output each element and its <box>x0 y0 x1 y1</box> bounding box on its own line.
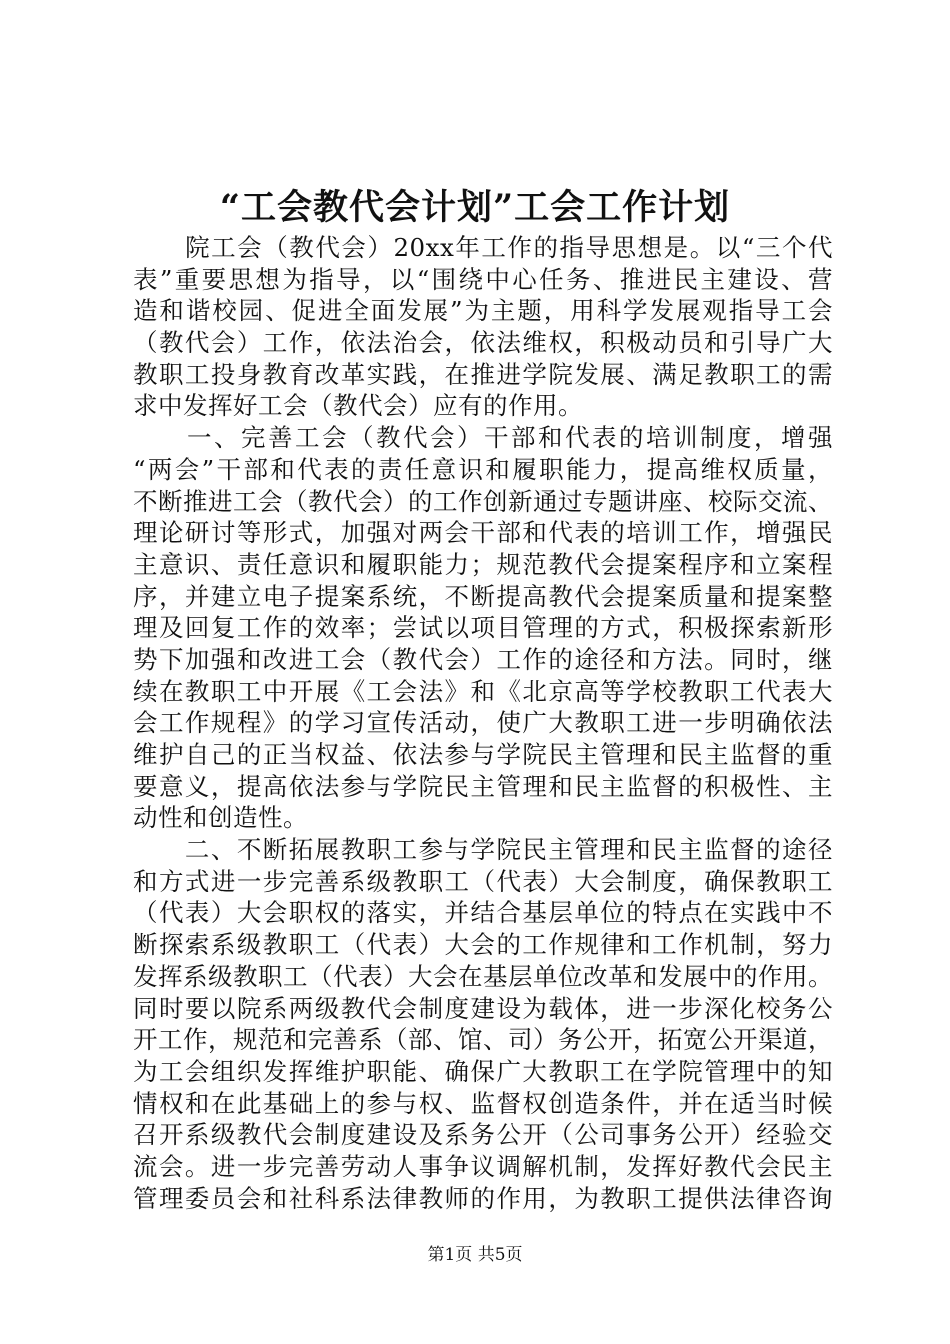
text-line: 召开系级教代会制度建设及系务公开（公司事务公开）经验交 <box>133 1120 833 1150</box>
text-line: 要意义，提高依法参与学院民主管理和民主监督的积极性、主 <box>133 771 833 801</box>
text-line: 求中发挥好工会（教代会）应有的作用。 <box>133 391 583 421</box>
text-line: 造和谐校园、促进全面发展”为主题，用科学发展观指导工会 <box>133 296 833 326</box>
text-line: 开工作，规范和完善系（部、馆、司）务公开，拓宽公开渠道， <box>133 1025 833 1055</box>
text-line: 主意识、责任意识和履职能力；规范教代会提案程序和立案程 <box>133 549 833 579</box>
page-footer: 第1页 共5页 <box>427 1245 523 1265</box>
text-line: 情权和在此基础上的参与权、监督权创造条件，并在适当时候 <box>133 1088 833 1118</box>
text-line: 教职工投身教育改革实践，在推进学院发展、满足教职工的需 <box>133 359 833 389</box>
text-line: 和方式进一步完善系级教职工（代表）大会制度，确保教职工 <box>133 866 833 896</box>
text-line: 维护自己的正当权益、依法参与学院民主管理和民主监督的重 <box>133 740 833 769</box>
text-line: （教代会）工作，依法治会，依法维权，积极动员和引导广大 <box>133 328 833 358</box>
text-line: 发挥系级教职工（代表）大会在基层单位改革和发展中的作用。 <box>133 961 833 991</box>
document-body <box>133 232 833 1214</box>
text-line: 管理委员会和社科系法律教师的作用，为教职工提供法律咨询 <box>133 1183 833 1213</box>
text-line: 为工会组织发挥维护职能、确保广大教职工在学院管理中的知 <box>133 1056 833 1086</box>
text-line: 不断推进工会（教代会）的工作创新通过专题讲座、校际交流、 <box>133 486 833 516</box>
text-line: 院工会（教代会）20xx年工作的指导思想是。以“三个代 <box>133 233 833 262</box>
text-line: 理论研讨等形式，加强对两会干部和代表的培训工作，增强民 <box>133 518 833 548</box>
text-line: 同时要以院系两级教代会制度建设为载体，进一步深化校务公 <box>133 993 833 1023</box>
text-line: 动性和创造性。 <box>133 803 308 833</box>
text-line: “两会”干部和代表的责任意识和履职能力，提高维权质量， <box>133 454 833 484</box>
text-line: 续在教职工中开展《工会法》和《北京高等学校教职工代表大 <box>133 676 833 706</box>
text-line: 会工作规程》的学习宣传活动，使广大教职工进一步明确依法 <box>133 708 833 738</box>
text-line: 表”重要思想为指导，以“围绕中心任务、推进民主建设、营 <box>133 264 833 294</box>
text-line: 二、不断拓展教职工参与学院民主管理和民主监督的途径 <box>133 835 833 865</box>
text-line: 断探索系级教职工（代表）大会的工作规律和工作机制，努力 <box>133 930 833 960</box>
text-line: （代表）大会职权的落实，并结合基层单位的特点在实践中不 <box>133 898 833 928</box>
document-title: “工会教代会计划”工会工作计划 <box>219 187 731 228</box>
text-line: 序，并建立电子提案系统，不断提高教代会提案质量和提案整 <box>133 581 833 611</box>
text-line: 一、完善工会（教代会）干部和代表的培训制度，增强 <box>133 423 833 453</box>
text-line: 理及回复工作的效率；尝试以项目管理的方式，积极探索新形 <box>133 613 833 643</box>
text-line: 流会。进一步完善劳动人事争议调解机制，发挥好教代会民主 <box>133 1151 833 1181</box>
text-line: 势下加强和改进工会（教代会）工作的途径和方法。同时，继 <box>133 644 833 674</box>
